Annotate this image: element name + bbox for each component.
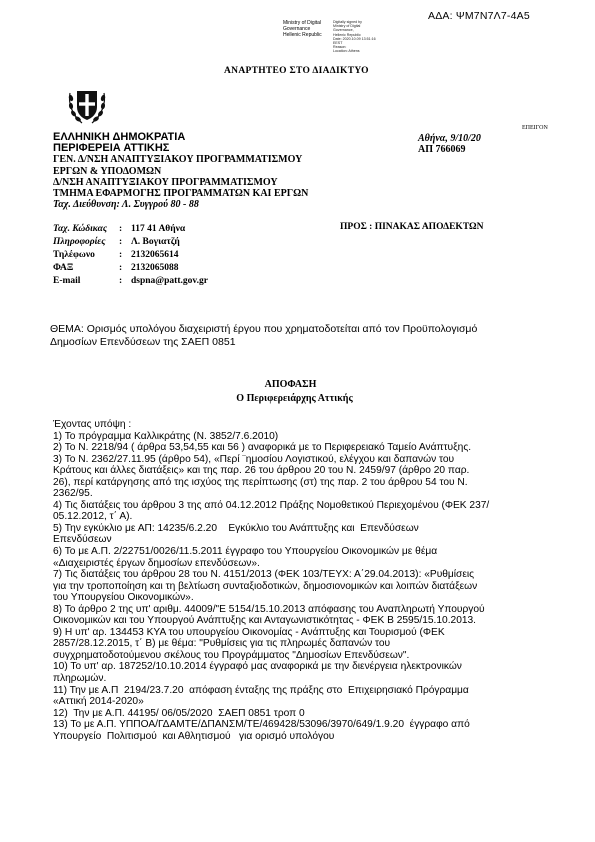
body-line: 2362/95. — [53, 488, 93, 500]
department-line: ΕΡΓΩΝ & ΥΠΟΔΟΜΩΝ — [53, 165, 162, 177]
body-line: 26), περί κατάργησης από της ισχύος της περίπτωσης (στ) της παρ. 2 του άρθρου 54 του Ν. — [53, 476, 468, 488]
body-line: Επενδύσεων — [53, 534, 112, 546]
contact-colon: : — [119, 236, 123, 247]
body-line: 7) Τις διατάξεις του άρθρου 28 του Ν. 4151/2013 (ΦΕΚ 103/ΤΕΥΧ: Α΄29.04.2013): «Ρυθμίσεις — [53, 569, 475, 581]
contact-colon: : — [119, 249, 123, 260]
posted-online-notice: ΑΝΑΡΤΗΤΕΟ ΣΤΟ ΔΙΑΔΙΚΤΥΟ — [224, 66, 369, 76]
document-body — [53, 419, 563, 742]
subject-line: Δημοσίων Επενδύσεων της ΣΑΕΠ 0851 — [50, 336, 236, 349]
body-line: 9) Η υπ' αρ. 134453 ΚΥΑ του υπουργείου Οικονομίας - Ανάπτυξης και Τουρισμού (ΦΕΚ — [53, 626, 445, 638]
signature-left-line: Ministry of Digital — [283, 20, 322, 26]
signature-left-line: Hellenic Republic — [283, 32, 322, 38]
signature-right-line: EEST — [333, 41, 343, 46]
body-line: «Διαχειριστές έργων δημοσίων επενδύσεων». — [53, 557, 260, 569]
issuer-header — [53, 132, 353, 210]
contact-row — [53, 274, 208, 287]
ada-code: ΑΔΑ: ΨΜ7Ν7Λ7-4Α5 — [428, 10, 530, 22]
contact-details — [53, 222, 208, 287]
contact-value: 2132065614 — [131, 249, 179, 260]
contact-row — [53, 235, 208, 248]
signature-left-line: Governance — [283, 26, 311, 32]
body-line: συγχρηματοδοτούμενου σκέλους του Προγράμματος "Δημοσίων Επενδύσεων". — [53, 649, 410, 661]
signature-right-line: Governance, — [333, 28, 354, 33]
subject-block — [50, 323, 560, 350]
body-line: Οικονομικών και του Υπουργού Ανάπτυξης και Ανταγωνιστικότητας - ΦΕΚ Β 2595/15.10.2013. — [53, 615, 477, 627]
contact-row — [53, 261, 208, 274]
signature-right — [333, 20, 443, 54]
body-line: 3) Το Ν. 2362/27.11.95 (άρθρο 54), «Περί ¨ημοσίου Λογιστικού, ελέγχου και δαπανών του — [53, 453, 455, 465]
contact-value: Λ. Βογιατζή — [131, 236, 180, 247]
protocol-number: ΑΠ 766069 — [418, 144, 466, 156]
body-line: 1) Το πρόγραμμα Καλλικράτης (Ν. 3852/7.6.2010) — [53, 430, 279, 442]
body-line: 10) Το υπ' αρ. 187252/10.10.2014 έγγραφό μας αναφορικά με την διενέργεια ηλεκτρονικών — [53, 661, 462, 673]
decision-title: ΑΠΟΦΑΣΗ — [264, 379, 317, 390]
body-line: 2) Το Ν. 2218/94 ( άρθρα 53,54,55 και 56 ) αναφορικά με το Περιφερειακό Ταμείο Ανάπτυξης. — [53, 442, 472, 454]
digital-signature-stamp — [283, 20, 483, 54]
body-line: 13) Το με Α.Π. ΥΠΠΟΑ/ΓΔΑΜΤΕ/ΔΠΑΝΣΜ/ΤΕ/469428/53096/3970/649/1.9.20 έγγραφο από — [53, 719, 470, 731]
signature-right-line: Ministry of Digital — [333, 24, 361, 29]
body-line: 8) Το άρθρο 2 της υπ' αριθμ. 44009/"Ε 5154/15.10.2013 απόφασης του Αναπληρωτή Υπουργού — [53, 603, 485, 615]
contact-key: Πληροφορίες — [53, 236, 106, 247]
contact-row — [53, 248, 208, 261]
signature-left — [283, 20, 333, 54]
body-line: 2857/28.12.2015, τ΄ Β) με θέμα: "Ρυθμίσεις για τις πληρωμές δαπανών του — [53, 638, 391, 650]
signature-right-line: Digitally signed by — [333, 20, 362, 24]
recipients-line: ΠΡΟΣ : ΠΙΝΑΚΑΣ ΑΠΟΔΕΚΤΩΝ — [340, 222, 484, 232]
body-line: 4) Τις διατάξεις του άρθρου 3 της από 04.12.2012 Πράξης Νομοθετικού Περιεχομένου (ΦΕΚ 237/ — [53, 499, 490, 511]
department-line: ΓΕΝ. Δ/ΝΣΗ ΑΝΑΠΤΥΞΙΑΚΟΥ ΠΡΟΓΡΑΜΜΑΤΙΣΜΟΥ — [53, 154, 303, 166]
body-line: 05.12.2012, τ΄ Α). — [53, 511, 133, 523]
postal-address: Ταχ. Διεύθυνση: Λ. Συγγρού 80 - 88 — [53, 199, 199, 211]
signature-right-line: Hellenic Republic — [333, 32, 361, 37]
contact-value: 2132065088 — [131, 262, 179, 273]
decision-heading — [0, 378, 595, 406]
contact-colon: : — [119, 262, 123, 273]
body-line: Κράτους και άλλες διατάξεις» και της παρ. 26 του άρθρου 20 του Ν. 2459/97 (άρθρο 20 παρ. — [53, 465, 470, 477]
republic-name: ΕΛΛΗΝΙΚΗ ΔΗΜΟΚΡΑΤΙΑ — [53, 131, 186, 143]
body-line: 11) Την με Α.Π 2194/23.7.20 απόφαση ένταξης της πράξης στο Επιχειρησιακό Πρόγραμμα — [53, 684, 469, 696]
body-line: «Αττική 2014-2020» — [53, 696, 144, 708]
reference-block — [418, 133, 481, 156]
body-line: Έχοντας υπόψη : — [53, 419, 132, 430]
region-name: ΠΕΡΙΦΕΡΕΙΑ ΑΤΤΙΚΗΣ — [53, 142, 170, 155]
body-line: 5) Την εγκύκλιο με ΑΠ: 14235/6.2.20 Εγκύκλιο του Ανάπτυξης και Επενδύσεων — [53, 522, 419, 534]
body-line: πληρωμών. — [53, 673, 107, 685]
contact-row — [53, 222, 208, 235]
body-line: 6) Το με Α.Π. 2/22751/0026/11.5.2011 έγγραφο του Υπουργείου Οικονομικών με θέμα — [53, 546, 438, 558]
greek-coat-of-arms-icon — [66, 85, 108, 127]
subject-line: ΘΕΜΑ: Ορισμός υπολόγου διαχειριστή έργου που χρηματοδοτείται από τον Προϋπολογισμό — [50, 323, 478, 335]
body-line: Υπουργείο Πολιτισμού και Αθλητισμού για ορισμό υπολόγου — [53, 730, 335, 742]
contact-key: Τηλέφωνο — [53, 249, 95, 260]
contact-email-link[interactable]: dspna@patt.gov.gr — [131, 275, 208, 286]
contact-key: ΦΑΞ — [53, 262, 74, 273]
city-date: Αθήνα, 9/10/20 — [418, 133, 481, 144]
department-line: ΤΜΗΜΑ ΕΦΑΡΜΟΓΗΣ ΠΡΟΓΡΑΜΜΑΤΩΝ ΚΑΙ ΕΡΓΩΝ — [53, 187, 309, 199]
signature-right-line: Date: 2020.10.09 13:51:16 — [333, 36, 376, 41]
contact-colon: : — [119, 223, 123, 234]
signature-right-line: Reason: — [333, 45, 347, 50]
department-line: Δ/ΝΣΗ ΑΝΑΠΤΥΞΙΑΚΟΥ ΠΡΟΓΡΑΜΜΑΤΙΣΜΟΥ — [53, 176, 278, 188]
body-line: 12) Την με Α.Π. 44195/ 06/05/2020 ΣΑΕΠ 0851 τροπ 0 — [53, 707, 305, 719]
contact-key: E-mail — [53, 275, 81, 286]
urgent-label: ΕΠΕΙΓΟΝ — [522, 125, 548, 131]
contact-key: Ταχ. Κώδικας — [53, 223, 108, 234]
decision-subtitle: Ο Περιφερειάρχης Αττικής — [236, 393, 353, 404]
body-line: για την τροποποίηση και τη βελτίωση συνταξιοδοτικών, δημοσιονομικών και λοιπών διατάξεων — [53, 580, 478, 592]
contact-colon: : — [119, 275, 123, 286]
contact-value: 117 41 Αθήνα — [131, 223, 186, 234]
signature-right-line: Location: Athens — [333, 49, 360, 54]
body-line: του Υπουργείου Οικονομικών». — [53, 592, 194, 604]
